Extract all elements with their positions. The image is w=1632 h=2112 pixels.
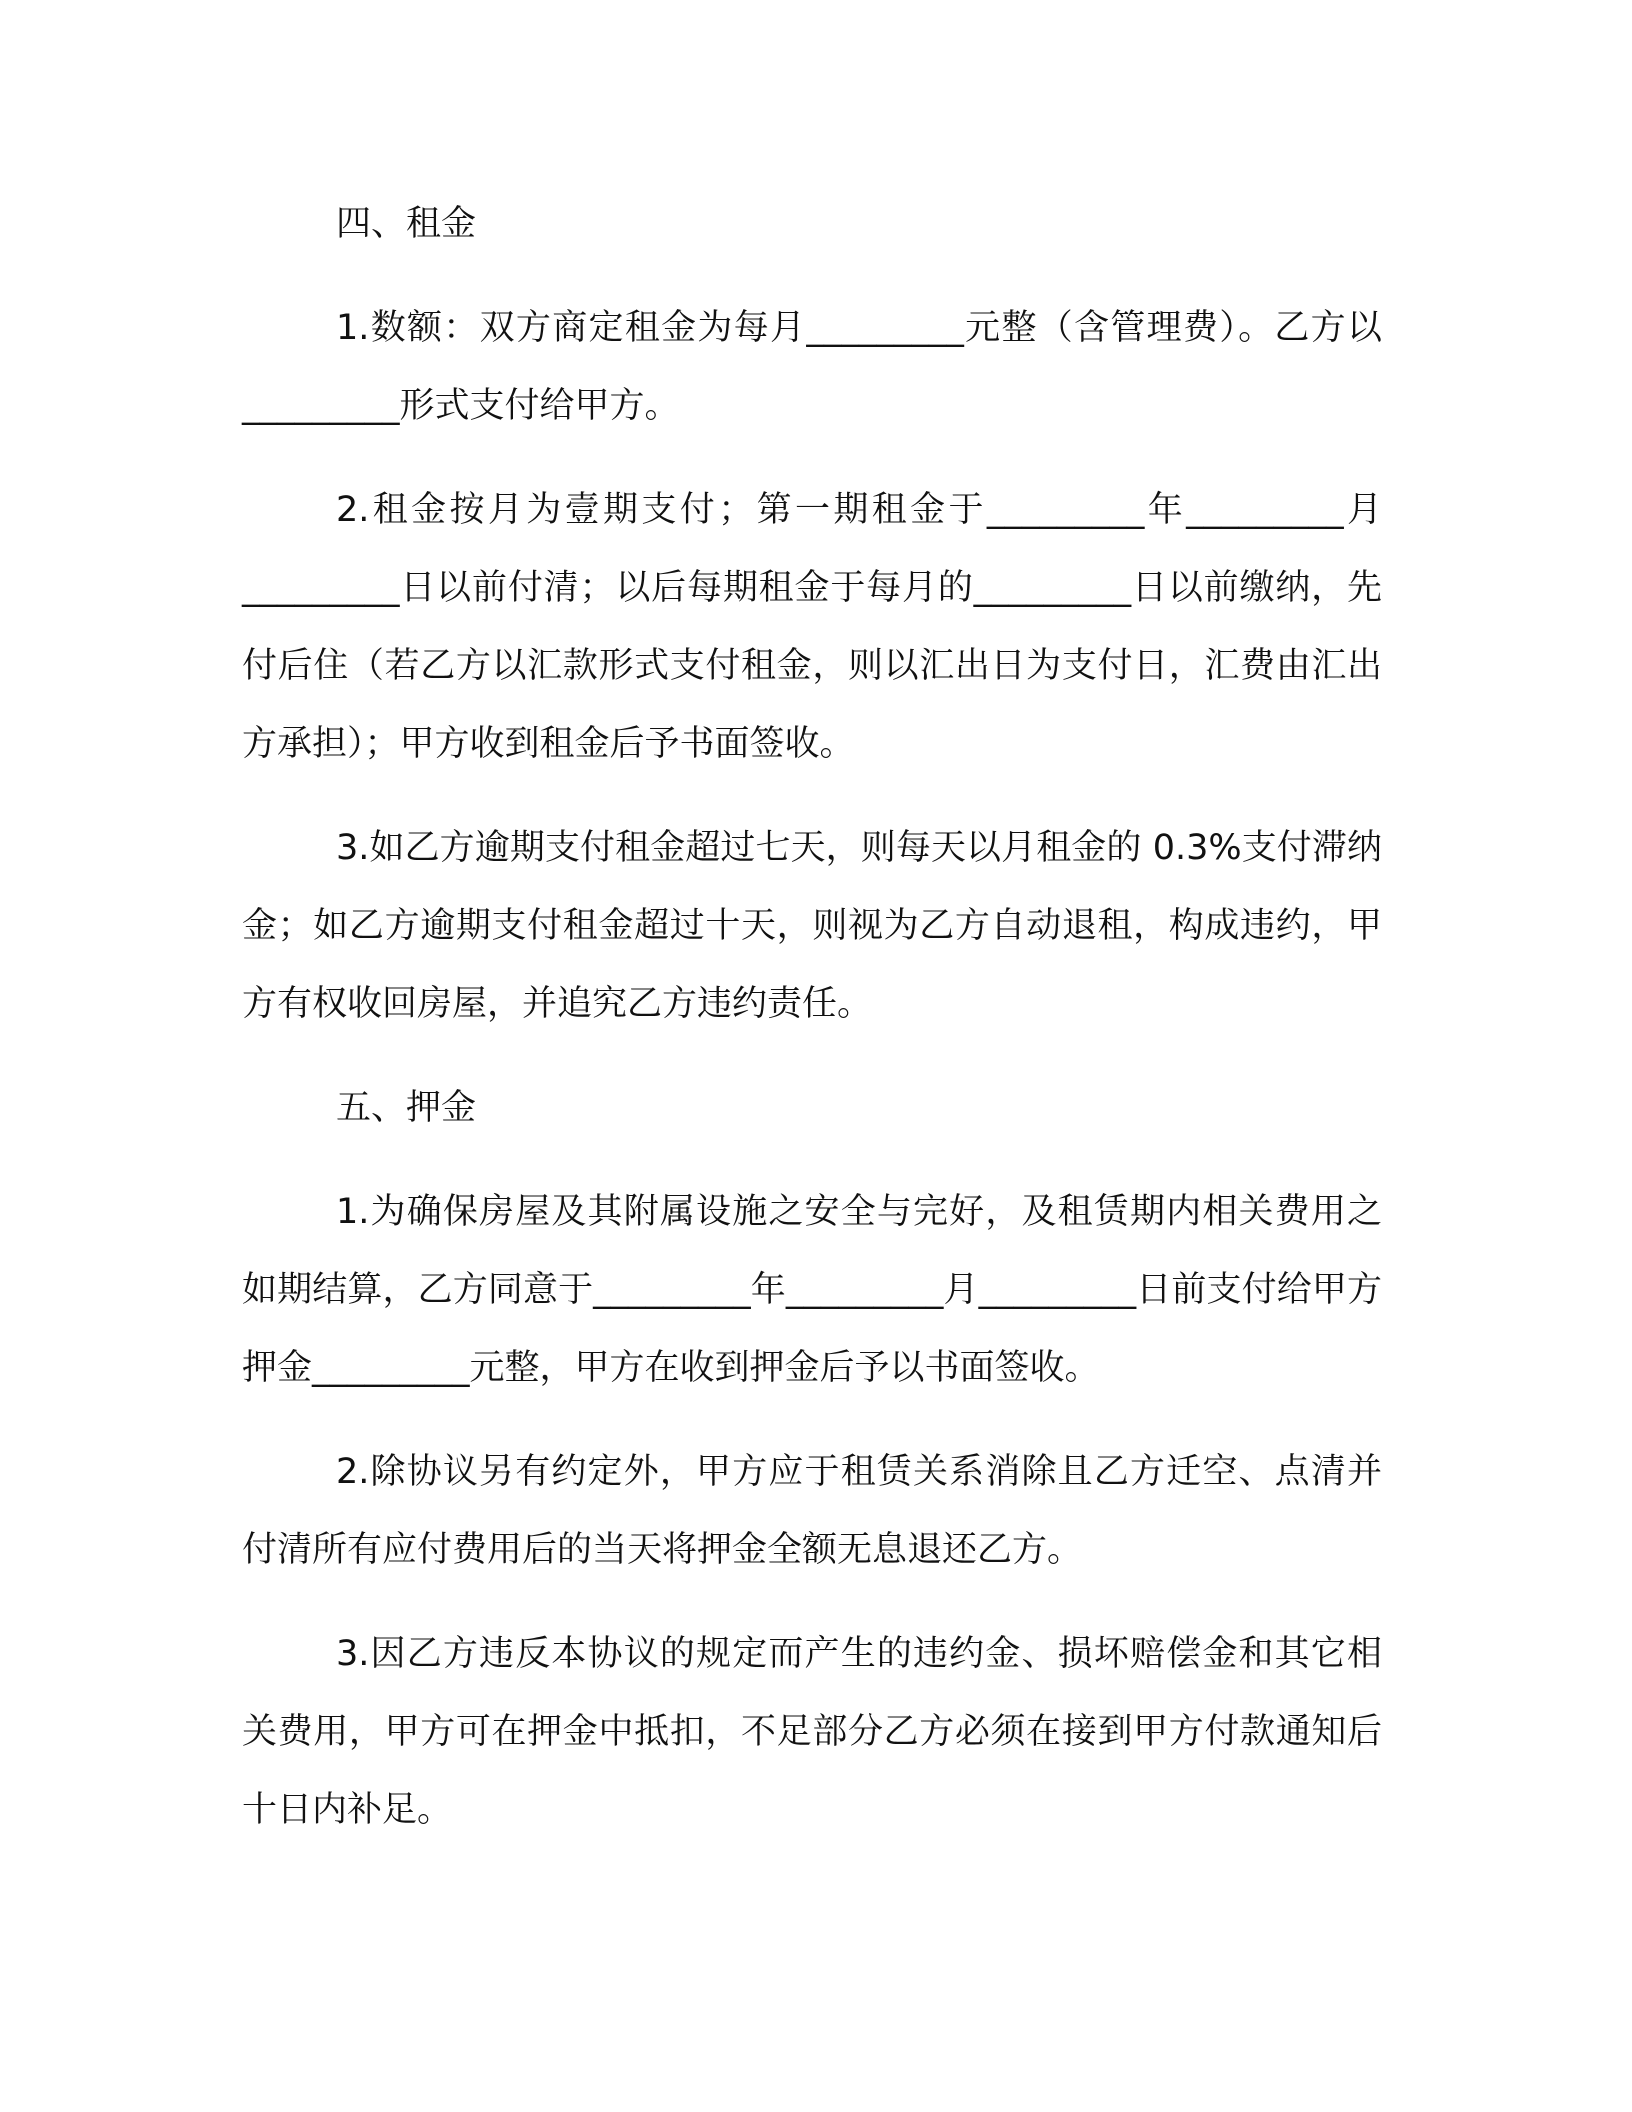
late-payment-paragraph: 3.如乙方逾期支付租金超过七天，则每天以月租金的 0.3%支付滞纳金；如乙方逾期支付租金超过十天，则视为乙方自动退租，构成违约，甲方有权收回房屋，并追究乙方违约责任。	[242, 828, 1382, 1024]
document-body	[242, 185, 1382, 1875]
rent-payment-schedule-paragraph: 2.租金按月为壹期支付；第一期租金于_________年_________月_________日以前付清；以后每期租金于每月的_________日以前缴纳，先付后住（若乙方以汇款形式支付租金，则以汇出日为支付日，汇费由汇出方承担）；甲方收到租金后予书面签收。	[242, 490, 1382, 764]
rent-amount-paragraph: 1.数额：双方商定租金为每月_________元整（含管理费）。乙方以_________形式支付给甲方。	[242, 308, 1382, 426]
deposit-deduction-paragraph: 3.因乙方违反本协议的规定而产生的违约金、损坏赔偿金和其它相关费用，甲方可在押金中抵扣，不足部分乙方必须在接到甲方付款通知后十日内补足。	[242, 1634, 1382, 1830]
section-heading-deposit: 五、押金	[336, 1088, 477, 1128]
deposit-refund-paragraph: 2.除协议另有约定外，甲方应于租赁关系消除且乙方迁空、点清并付清所有应付费用后的当天将押金全额无息退还乙方。	[242, 1452, 1382, 1570]
section-heading-rent: 四、租金	[336, 204, 477, 244]
deposit-payment-paragraph: 1.为确保房屋及其附属设施之安全与完好，及租赁期内相关费用之如期结算，乙方同意于_________年_________月_________日前支付给甲方押金_________元整，甲方在收到押金后予以书面签收。	[242, 1192, 1382, 1388]
